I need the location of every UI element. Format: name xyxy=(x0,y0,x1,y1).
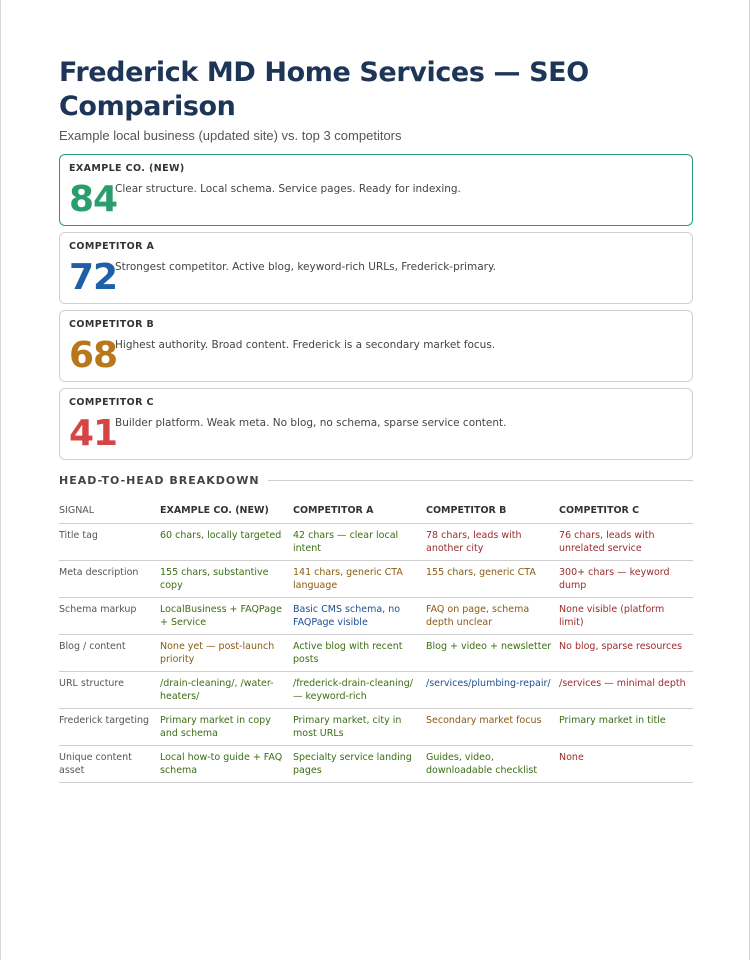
table-cell: FAQ on page, schema depth unclear xyxy=(426,598,559,635)
score-card-competitor-c xyxy=(59,388,693,460)
comparison-table xyxy=(59,499,693,783)
table-cell: LocalBusiness + FAQPage + Service xyxy=(160,598,293,635)
table-cell: /services — minimal depth xyxy=(559,672,693,709)
page-title: Frederick MD Home Services — SEO Comparison xyxy=(59,57,589,122)
section-divider xyxy=(268,480,693,481)
signal-cell: Unique content asset xyxy=(59,746,160,783)
column-header-competitor-b: COMPETITOR B xyxy=(426,499,559,524)
signal-cell: URL structure xyxy=(59,672,160,709)
signal-cell: Frederick targeting xyxy=(59,709,160,746)
table-cell: 155 chars, generic CTA xyxy=(426,561,559,598)
table-cell: Basic CMS schema, no FAQPage visible xyxy=(293,598,426,635)
table-cell: Guides, video, downloadable checklist xyxy=(426,746,559,783)
column-header-signal: SIGNAL xyxy=(59,499,160,524)
table-cell: Primary market, city in most URLs xyxy=(293,709,426,746)
table-cell: None visible (platform limit) xyxy=(559,598,693,635)
score-card-competitor-b xyxy=(59,310,693,382)
table-cell: 60 chars, locally targeted xyxy=(160,524,293,561)
table-row xyxy=(59,672,693,709)
card-label: COMPETITOR B xyxy=(69,319,155,330)
table-cell: /services/plumbing-repair/ xyxy=(426,672,559,709)
card-score: 41 xyxy=(69,413,118,454)
table-row xyxy=(59,524,693,561)
table-row xyxy=(59,561,693,598)
table-cell: 300+ chars — keyword dump xyxy=(559,561,693,598)
table-cell: Secondary market focus xyxy=(426,709,559,746)
signal-cell: Blog / content xyxy=(59,635,160,672)
card-label: EXAMPLE CO. (NEW) xyxy=(69,163,185,174)
table-cell: 155 chars, substantive copy xyxy=(160,561,293,598)
card-score: 84 xyxy=(69,179,118,220)
table-cell: /drain-cleaning/, /water-heaters/ xyxy=(160,672,293,709)
table-cell: Primary market in copy and schema xyxy=(160,709,293,746)
report-page xyxy=(59,56,693,783)
table-row xyxy=(59,746,693,783)
card-label: COMPETITOR C xyxy=(69,397,154,408)
card-description: Highest authority. Broad content. Frederick is a secondary market focus. xyxy=(115,339,496,351)
column-header-competitor-a: COMPETITOR A xyxy=(293,499,426,524)
card-score: 72 xyxy=(69,257,118,298)
breakdown-header xyxy=(59,474,693,487)
table-cell: 141 chars, generic CTA language xyxy=(293,561,426,598)
column-header-competitor-c: COMPETITOR C xyxy=(559,499,693,524)
score-card-example-co xyxy=(59,154,693,226)
table-cell: Blog + video + newsletter xyxy=(426,635,559,672)
card-score: 68 xyxy=(69,335,118,376)
table-cell: Local how-to guide + FAQ schema xyxy=(160,746,293,783)
breakdown-title: HEAD-TO-HEAD BREAKDOWN xyxy=(59,474,260,487)
table-cell: None yet — post-launch priority xyxy=(160,635,293,672)
column-header-example-co: EXAMPLE CO. (NEW) xyxy=(160,499,293,524)
card-description: Builder platform. Weak meta. No blog, no schema, sparse service content. xyxy=(115,417,507,429)
signal-cell: Schema markup xyxy=(59,598,160,635)
table-row xyxy=(59,635,693,672)
table-row xyxy=(59,598,693,635)
score-cards xyxy=(59,154,693,460)
table-cell: Primary market in title xyxy=(559,709,693,746)
table-cell: /frederick-drain-cleaning/ — keyword-rich xyxy=(293,672,426,709)
table-cell: 76 chars, leads with unrelated service xyxy=(559,524,693,561)
signal-cell: Meta description xyxy=(59,561,160,598)
page-subtitle: Example local business (updated site) vs. top 3 competitors xyxy=(59,128,402,143)
score-card-competitor-a xyxy=(59,232,693,304)
table-cell: 42 chars — clear local intent xyxy=(293,524,426,561)
signal-cell: Title tag xyxy=(59,524,160,561)
card-description: Strongest competitor. Active blog, keyword-rich URLs, Frederick-primary. xyxy=(115,261,497,273)
table-cell: No blog, sparse resources xyxy=(559,635,693,672)
table-cell: 78 chars, leads with another city xyxy=(426,524,559,561)
table-cell: Specialty service landing pages xyxy=(293,746,426,783)
card-description: Clear structure. Local schema. Service pages. Ready for indexing. xyxy=(115,183,461,195)
table-cell: None xyxy=(559,746,693,783)
table-row xyxy=(59,709,693,746)
table-header-row xyxy=(59,499,693,524)
table-cell: Active blog with recent posts xyxy=(293,635,426,672)
card-label: COMPETITOR A xyxy=(69,241,155,252)
